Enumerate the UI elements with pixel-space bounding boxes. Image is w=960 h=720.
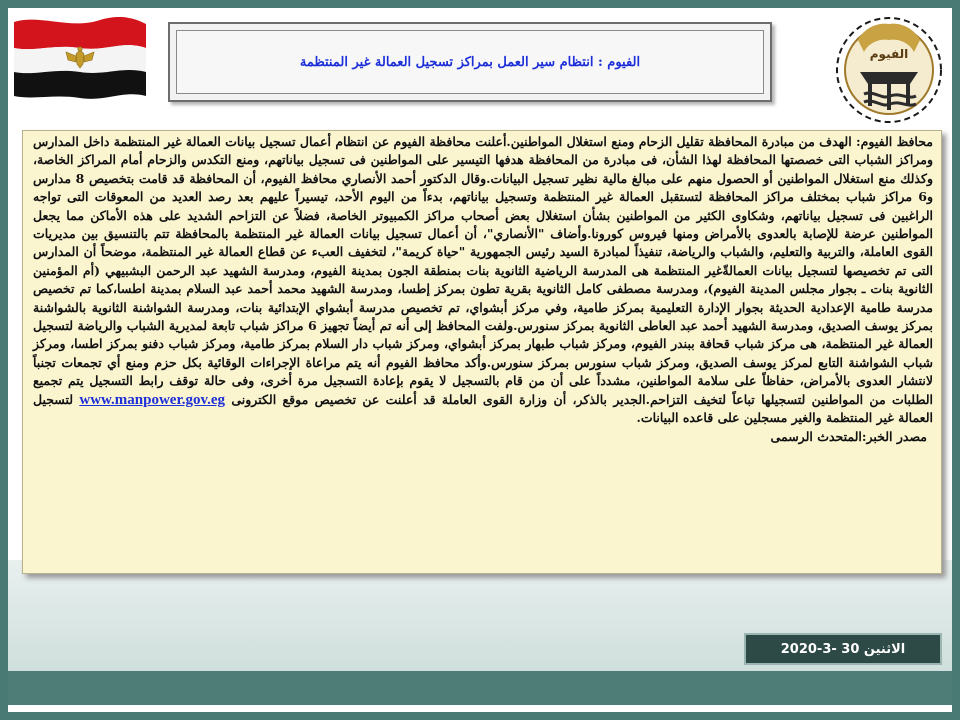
date-badge: [744, 633, 942, 665]
egypt-flag-icon: [10, 12, 150, 104]
date-text: الاثنين 30 -3-2020: [780, 641, 906, 657]
manpower-website-link[interactable]: www.manpower.gov.eg: [79, 391, 226, 408]
title-box: [168, 22, 772, 102]
fayoum-governorate-emblem-icon: [830, 10, 948, 128]
news-source: مصدر الخبر:المتحدث الرسمى: [770, 428, 927, 444]
title-box-inner: [176, 30, 764, 94]
svg-text:الفيوم: الفيوم: [869, 47, 909, 61]
page-title: الفيوم : انتظام سير العمل بمراكز تسجيل العمالة غير المنتظمة: [299, 54, 641, 70]
article-text-before-link: محافظ الفيوم: الهدف من مبادرة المحافظة تقليل الزحام ومنع استغلال المواطنين.أعلنت محافظة الفيوم عن انتظام أعمال تسجيل بيانات العمالة غير المنتظمة داخل المدارس ومراكز الشباب التى خصصتها المحافظة لهذا الشأن، فى مبادرة من المحافظة هدفها التيسير على المواطنين فى تسجيل بياناتهم، ومنع التكدس والزحام أمام المراكز الخاصة، وكذلك منع استغلال المواطنين أو الحصول منهم على مبالغ مالية نظير تسجيل البيانات.وقال الدكتور أحمد الأنصاري محافظ الفيوم، أن المحافظة قد قامت بتخصيص 8 مدارس و6 مراكز شباب بمختلف مراكز المحافظة لتستقبل العمالة غير المنتظمة وتسجيل بياناتهم، بدءاً من اليوم الأحد، تيسيراً عليهم بعد رصد العديد من المعوقات التى تواجه الراغبين فى تسجيل بياناتهم، وشكاوى الكثير من المواطنين بشأن استغلال بعض أصحاب مراكز الكمبيوتر الخاصة، فضلاً عن التزاحم الشديد على هذه الأماكن مما يجعل المواطنين عرضة للإصابة بالعدوى بالأمراض ومنها فيروس كورونا.وأضاف "الأنصاري"، أن أعمال تسجيل بيانات العمالة غير المنتظمة بالمحافظة تتم بالتنسيق بين مديريات القوى العاملة، والتربية والتعليم، والشباب والرياضة، تنفيذاً لمبادرة السيد رئيس الجمهورية "حياة كريمة"، لتخفيف العبء عن قطاع العمالة غير المنتظمة، موضحاً أن المدارس التى تم تخصيصها لتسجيل بيانات العمالةّغير المنتظمة هى المدرسة الرياضية الثانوية بنات بمنطقة الجون بمدينة الفيوم، ومدرسة الشهيد عبد الرحمن البشبيهي (أم المؤمنين الثانوية بنات ـ بجوار مجلس المدينة الفيوم)، ومدرسة مصطفى كامل الثانوية بقرية تطون بمركز إطسا، ومدرسة الشهيد محمد أحمد عبد السلام بمدينة اطسا،كما تم تخصيص مدرسة طامية الإعدادية الحديثة بجوار الإدارة التعليمية بمركز طامية، وفي مركز أبشواي، تم تخصيص مدرسة أبشواي الإبتدائية بنات، ومدرسة الشواشنة الثانوية بالشواشنة بمركز يوسف الصديق، ومدرسة الشهيد أحمد عبد العاطى الثانوية بمركز سنورس.ولفت المحافظ إلى أنه تم أيضاً تجهيز 6 مراكز شباب تابعة لمديرية الشباب والرياضة لتسجيل العمالة غير المنتظمة، هى مركز شباب قحافة ببندر الفيوم، ومركز شباب طبهار بمركز أبشواي، ومركز شباب دار السلام بمركز طامية، ومركز شباب دفنو بمركز اطسا، ومركز شباب الشواشنة التابع لمركز يوسف الصديق، ومركز شباب سنورس بمركز سنورس.وأكد محافظ الفيوم أنه يتم مراعاة الإجراءات الوقائية بكل حزم ومنع أي تجمعات تجنباً لانتشار العدوى بالأمراض، حفاظاً على سلامة المواطنين، مشدداً على أن من قام بالتسجيل لا يقوم بإعادة التسجيل مرة أخرى، وفى حالة توقف رابط التسجيل يتم تجميع الطلبات من المواطنين لتسجيلها تباعاً لتخيف التزاحم.الجدير بالذكر، أن وزارة القوى العاملة قد أعلنت عن تخصيص موقع الكترونى: [33, 134, 933, 407]
article-body: [33, 133, 933, 428]
article-box: [22, 130, 942, 574]
bottom-band: [8, 671, 952, 705]
article-text-after-link: لتسجيل العمالة غير المنتظمة والغير مسجلين على قاعده البيانات.: [33, 391, 933, 426]
